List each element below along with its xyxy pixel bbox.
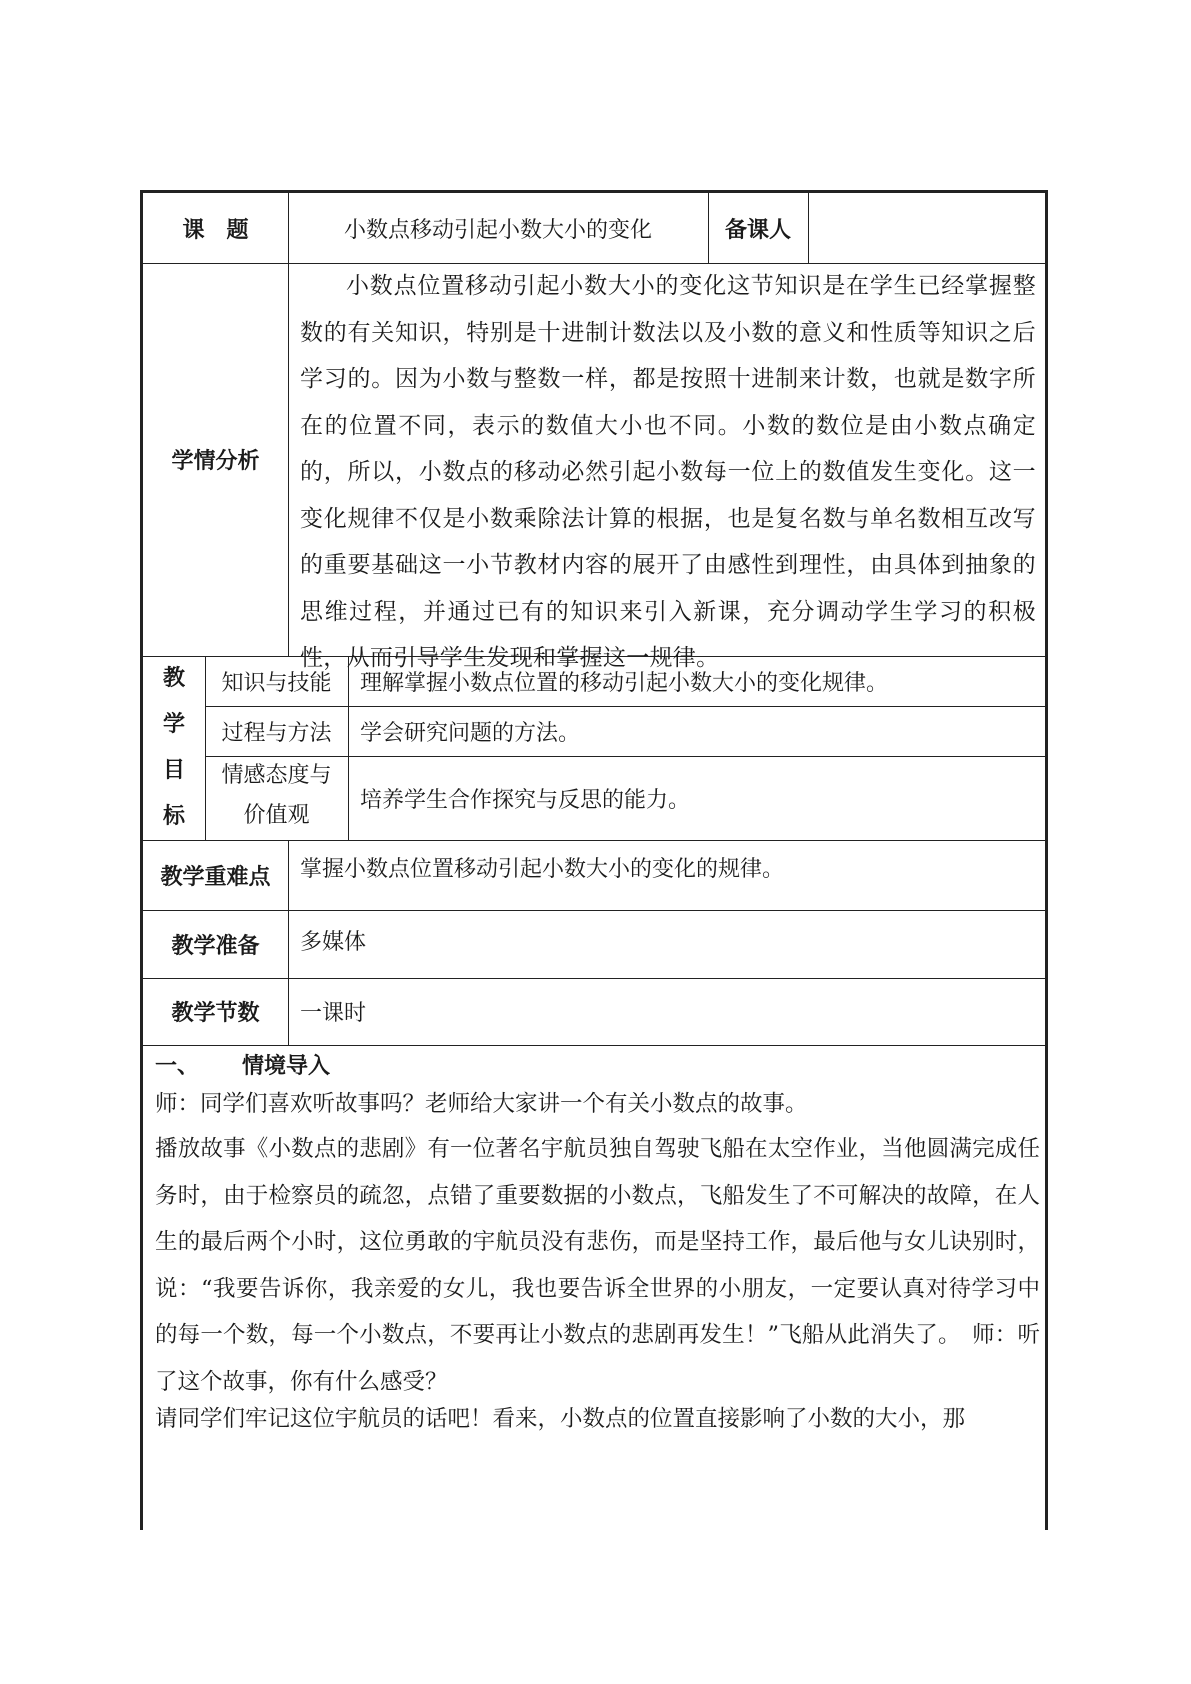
section-number: 一、 (155, 1054, 200, 1079)
col-divider (348, 656, 349, 840)
section-heading (155, 1050, 330, 1084)
objective-name: 过程与方法 (221, 720, 332, 746)
periods-value: 一课时 (300, 1001, 367, 1026)
periods-label: 教学节数 (171, 1001, 260, 1026)
objective-name-line: 价值观 (243, 803, 310, 828)
key-points-value: 掌握小数点位置移动引起小数大小的变化的规律。 (300, 857, 785, 882)
objectives-label (143, 656, 205, 840)
analysis-label: 学情分析 (171, 449, 260, 474)
lesson-plan-table (140, 190, 1048, 1530)
objective-name: 知识与技能 (221, 670, 332, 696)
preparer-value (808, 193, 1045, 263)
section-last-line: 请同学们牢记这位宇航员的话吧！看来，小数点的位置直接影响了小数的大小，那 (155, 1406, 966, 1432)
preparation-label: 教学准备 (171, 933, 260, 959)
preparation-value: 多媒体 (300, 929, 367, 955)
section-intro: 师：同学们喜欢听故事吗？老师给大家讲一个有关小数点的故事。 (155, 1091, 808, 1117)
objective-name (205, 756, 348, 840)
objectives-label-char: 教 (162, 666, 185, 691)
objective-name-line: 情感态度与 (221, 763, 332, 788)
objectives-label-char: 学 (162, 712, 185, 737)
objective-value: 理解掌握小数点位置的移动引起小数大小的变化规律。 (360, 670, 889, 696)
objective-value: 学会研究问题的方法。 (360, 720, 581, 746)
topic-value: 小数点移动引起小数大小的变化 (343, 217, 652, 243)
objective-value: 培养学生合作探究与反思的能力。 (360, 787, 691, 813)
preparer-label: 备课人 (724, 217, 791, 243)
section-story: 播放故事《小数点的悲剧》有一位著名宇航员独自驾驶飞船在太空作业，当他圆满完成任务时，由于检察员的疏忽，点错了重要数据的小数点，飞船发生了不可解决的故障，在人生的最后两个小时，这位勇敢的宇航员没有悲伤，而是坚持工作，最后他与女儿诀别时，说：“我要告诉你，我亲爱的女儿，我也要告诉全世界的小朋友，一定要认真对待学习中的每一个数，每一个小数点，不要再让小数点的悲剧再发生！”飞船从此消失了。 师：听了这个故事，你有什么感受？ (155, 1136, 1040, 1395)
analysis-text: 小数点位置移动引起小数大小的变化这节知识是在学生已经掌握整数的有关知识，特别是十进制计数法以及小数的意义和性质等知识之后学习的。因为小数与整数一样，都是按照十进制来计数，也就是数字所在的位置不同，表示的数值大小也不同。小数的数位是由小数点确定的，所以，小数点的移动必然引起小数每一位上的数值发生变化。这一变化规律不仅是小数乘除法计算的根据，也是复名数与单名数相互改写的重要基础这一小节教材内容的展开了由感性到理性，由具体到抽象的思维过程，并通过已有的知识来引入新课，充分调动学生学习的积极性，从而引导学生发现和掌握这一规律。 (300, 273, 1036, 671)
key-points-label: 教学重难点 (160, 864, 271, 890)
col-divider (288, 840, 289, 1045)
objectives-label-char: 目 (162, 758, 185, 783)
topic-label: 课 题 (182, 217, 249, 243)
objectives-label-char: 标 (162, 804, 185, 829)
row-divider (143, 1045, 1045, 1046)
section-title: 情境导入 (242, 1054, 331, 1079)
